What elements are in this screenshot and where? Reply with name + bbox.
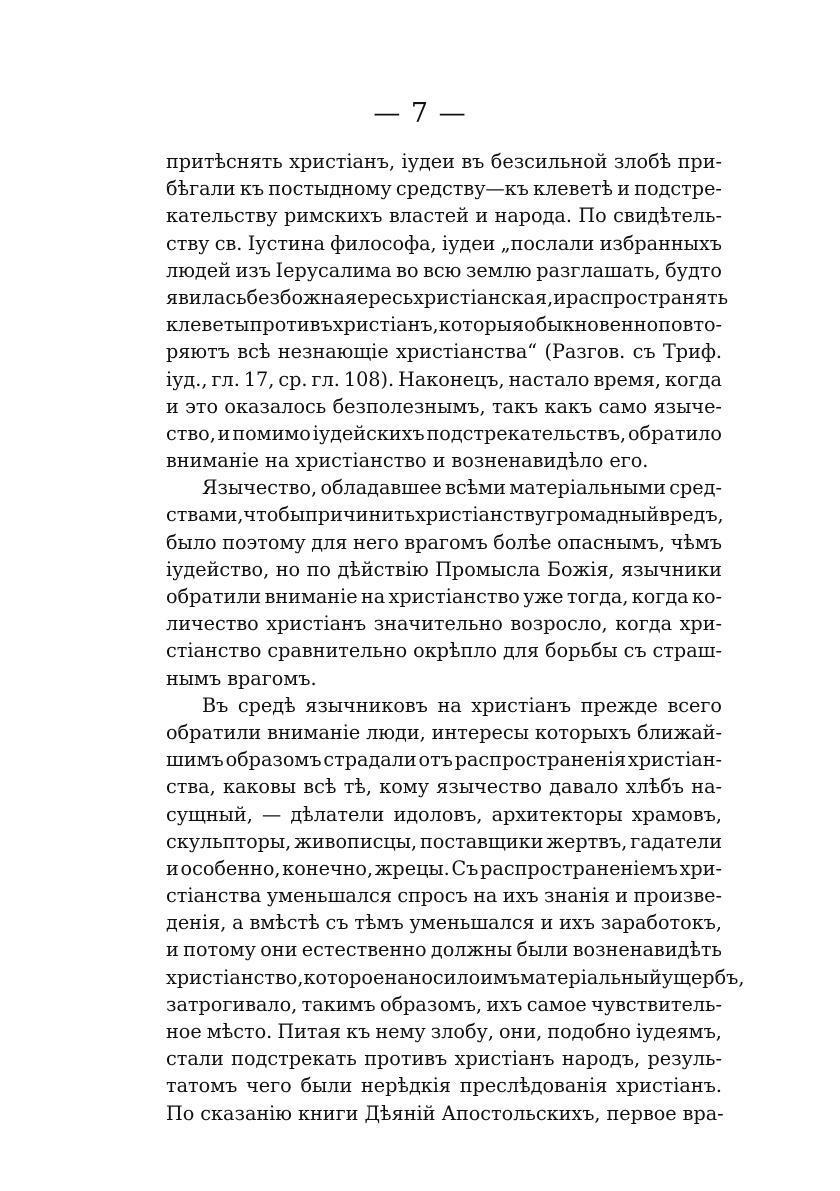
text-line: затрогивало, такимъ образомъ, ихъ самое чувствитель- [166,992,722,1016]
text-line: ству св. Іустина философа, іудеи „послали избранныхъ [166,231,722,255]
text-line: стіанства уменьшался спросъ на ихъ знанія и произве- [166,884,722,908]
text-line: По сказанію книги Дѣяній Апостольскихъ, первое вра- [166,1101,724,1125]
text-line: ряютъ всѣ незнающіе христіанства“ (Разгов. съ Триф. [166,340,722,364]
text-line: денія, а вмѣстѣ съ тѣмъ уменьшался и ихъ заработокъ, [166,911,722,935]
text-line: стали подстрекать противъ христіанъ народъ, резуль- [166,1047,722,1071]
text-line: бѣгали къ постыдному средству—къ клеветѣ и подстре- [166,177,722,201]
text-line: ное мѣсто. Питая къ нему злобу, они, подобно іудеямъ, [166,1020,722,1043]
text-line: Язычество, обладавшее всѣми матеріальными сред- [202,476,722,500]
text-line: іуд., гл. 17, ср. гл. 108). Наконецъ, настало время, когда [166,367,722,391]
text-line: личество христіанъ значительно возросло, когда хри- [166,612,722,636]
text-line: людей изъ Іерусалима во всю землю разглашать, будто [166,258,722,282]
text-line: и это оказалось безполезнымъ, такъ какъ само язычe- [166,394,722,418]
text-line: сущный, — дѣлатели идоловъ, архитекторы храмовъ, [166,802,722,826]
text-line: клеветы противъ христіанъ, которыя обыкновенно повто- [166,313,722,337]
text-line: христіанство, которое наносило имъ матеріальный ущербъ, [166,965,745,989]
text-line: ствами, чтобы причинить христіанству громадный вредъ, [166,503,724,527]
text-line: нымъ врагомъ. [166,666,317,690]
text-line: татомъ чего были нерѣдкія преслѣдованія христіанъ. [166,1074,722,1098]
text-line: ство, и помимо іудейскихъ подстрекательствъ, обратило [166,421,722,445]
text-line: стіанство сравнительно окрѣпло для борьбы съ страш- [166,639,722,663]
text-line: было поэтому для него врагомъ болѣе опаснымъ, чѣмъ [166,530,722,554]
body-text [166,148,745,1127]
text-line: и потому они естественно должны были возненавидѣть [166,938,722,962]
text-line: іудейство, но по дѣйствію Промысла Божія, язычники [166,557,722,581]
paragraph [166,474,722,692]
text-line: шимъ образомъ страдали отъ распространенія христіан- [166,748,722,772]
text-line: вниманіе на христіанство и возненавидѣло его. [166,449,649,473]
paragraph [166,148,729,474]
text-line: притѣснять христіанъ, іудеи въ безсильной злобѣ при- [166,150,722,173]
paragraph [166,692,745,1127]
text-line: и особенно, конечно, жрецы. Съ распространеніемъ хри- [166,856,722,880]
text-line: обратили вниманіе люди, интересы которыхъ ближай- [166,720,722,744]
text-line: обратили вниманіе на христіанство уже тогда, когда ко- [166,585,722,608]
text-line: скульпторы, живописцы, поставщики жертвъ, гадатели [166,829,722,853]
text-line: ства, каковы всѣ тѣ, кому язычество давало хлѣбъ на- [166,775,722,799]
page-number: — 7 — [373,98,467,129]
text-line: кательству римскихъ властей и народа. По свидѣтель- [166,204,722,228]
text-line: явилась безбожная ересь христіанская, и распространять [166,285,729,309]
text-line: Въ средѣ язычниковъ на христіанъ прежде всего [202,693,722,717]
